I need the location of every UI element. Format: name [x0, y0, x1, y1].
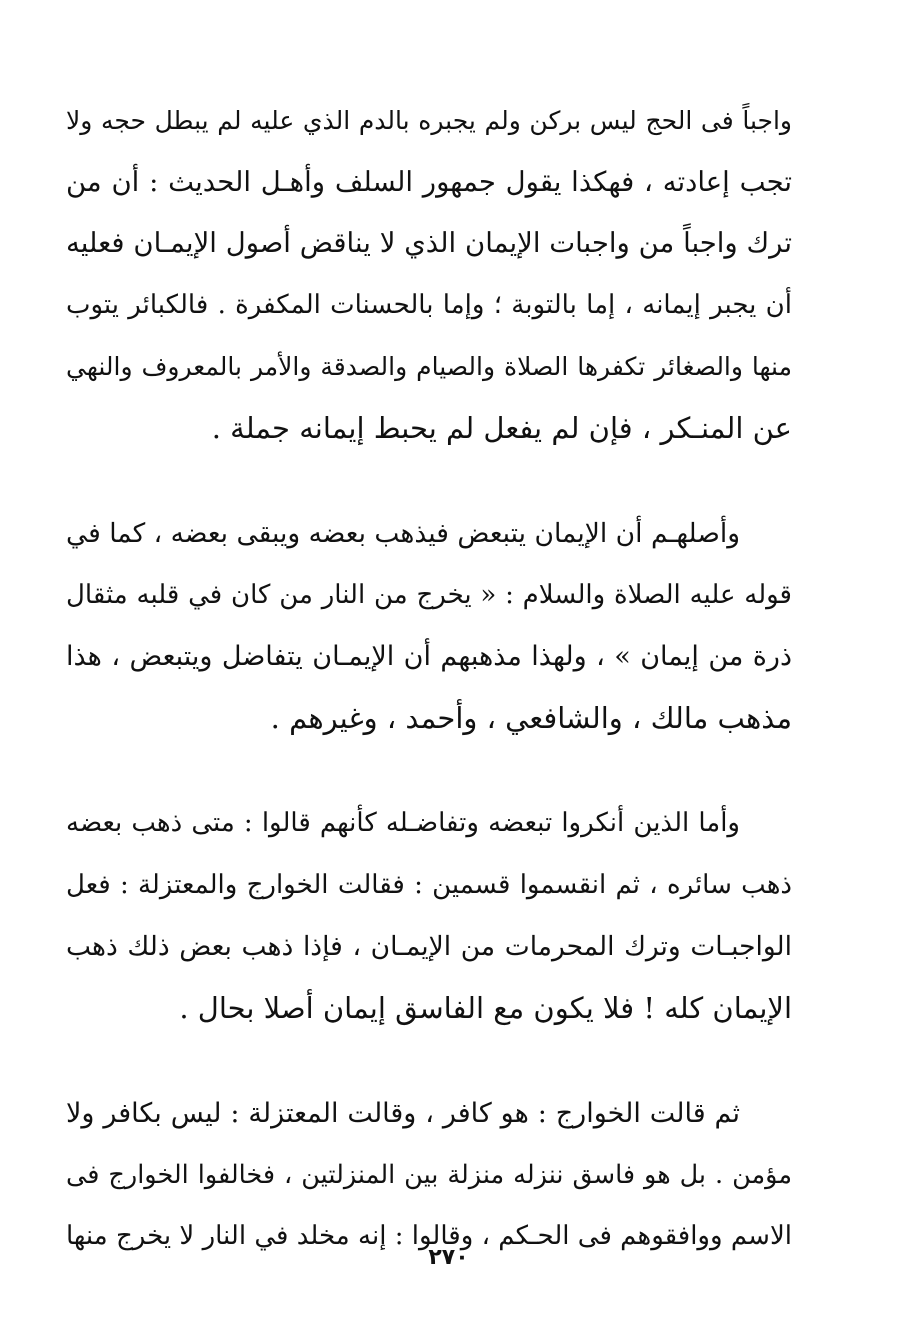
text-line: منها والصغائر تكفرها الصلاة والصيام والصدقة والأمر بالمعروف والنهي [66, 352, 792, 381]
text-line: ثم قالت الخوارج : هو كافر ، وقالت المعتزلة : ليس بكافر ولا [66, 1098, 740, 1129]
text-line: تجب إعادته ، فهكذا يقول جمهور السلف وأهـل الحديث : أن من [66, 165, 792, 198]
text-line: وأصلهـم أن الإيمان يتبعض فيذهب بعضه ويبقى بعضه ، كما في [66, 518, 740, 549]
text-line: ذهب سائره ، ثم انقسموا قسمين : فقالت الخوارج والمعتزلة : فعل [66, 869, 792, 900]
paragraph-gap [66, 459, 792, 503]
text-line: الاسم ووافقوهم فى الحـكم ، وقالوا : إنه مخلد في النار لا يخرج منها [66, 1221, 792, 1251]
paragraph-4 [66, 1083, 792, 1268]
text-line: مؤمن . بل هو فاسق ننزله منزلة بين المنزلتين ، فخالفوا الخوارج فى [66, 1159, 792, 1190]
text-line: ذرة من إيمان » ، ولهذا مذهبهم أن الإيمـان يتفاضل ويتبعض ، هذا [66, 641, 792, 672]
paragraph-1 [66, 90, 792, 459]
text-line: واجباً فى الحج ليس بركن ولم يجبره بالدم الذي عليه لم يبطل حجه ولا [66, 106, 792, 135]
text-line: مذهب مالك ، والشافعي ، وأحمد ، وغيرهم . [270, 700, 792, 735]
paragraph-3 [66, 793, 792, 1039]
paragraph-2 [66, 503, 792, 749]
text-line: وأما الذين أنكروا تبعضه وتفاضـله كأنهم قالوا : متى ذهب بعضه [66, 808, 740, 838]
text-line: قوله عليه الصلاة والسلام : « يخرج من النار من كان في قلبه مثقال [66, 579, 792, 610]
paragraph-gap [66, 1039, 792, 1083]
page-number: ٢٧٠ [428, 1245, 469, 1270]
text-line: الإيمان كله ! فلا يكون مع الفاسق إيمان أصلا بحال . [179, 990, 792, 1025]
text-line: عن المنـكر ، فإن لم يفعل لم يحبط إيمانه جملة . [211, 410, 792, 445]
page-body [66, 90, 792, 1268]
text-line: ترك واجباً من واجبات الإيمان الذي لا يناقض أصول الإيمـان فعليه [66, 227, 792, 259]
text-line: أن يجبر إيمانه ، إما بالتوبة ؛ وإما بالحسنات المكفرة . فالكبائر يتوب [66, 289, 792, 320]
paragraph-gap [66, 749, 792, 793]
text-line: الواجبـات وترك المحرمات من الإيمـان ، فإذا ذهب بعض ذلك ذهب [66, 931, 792, 962]
